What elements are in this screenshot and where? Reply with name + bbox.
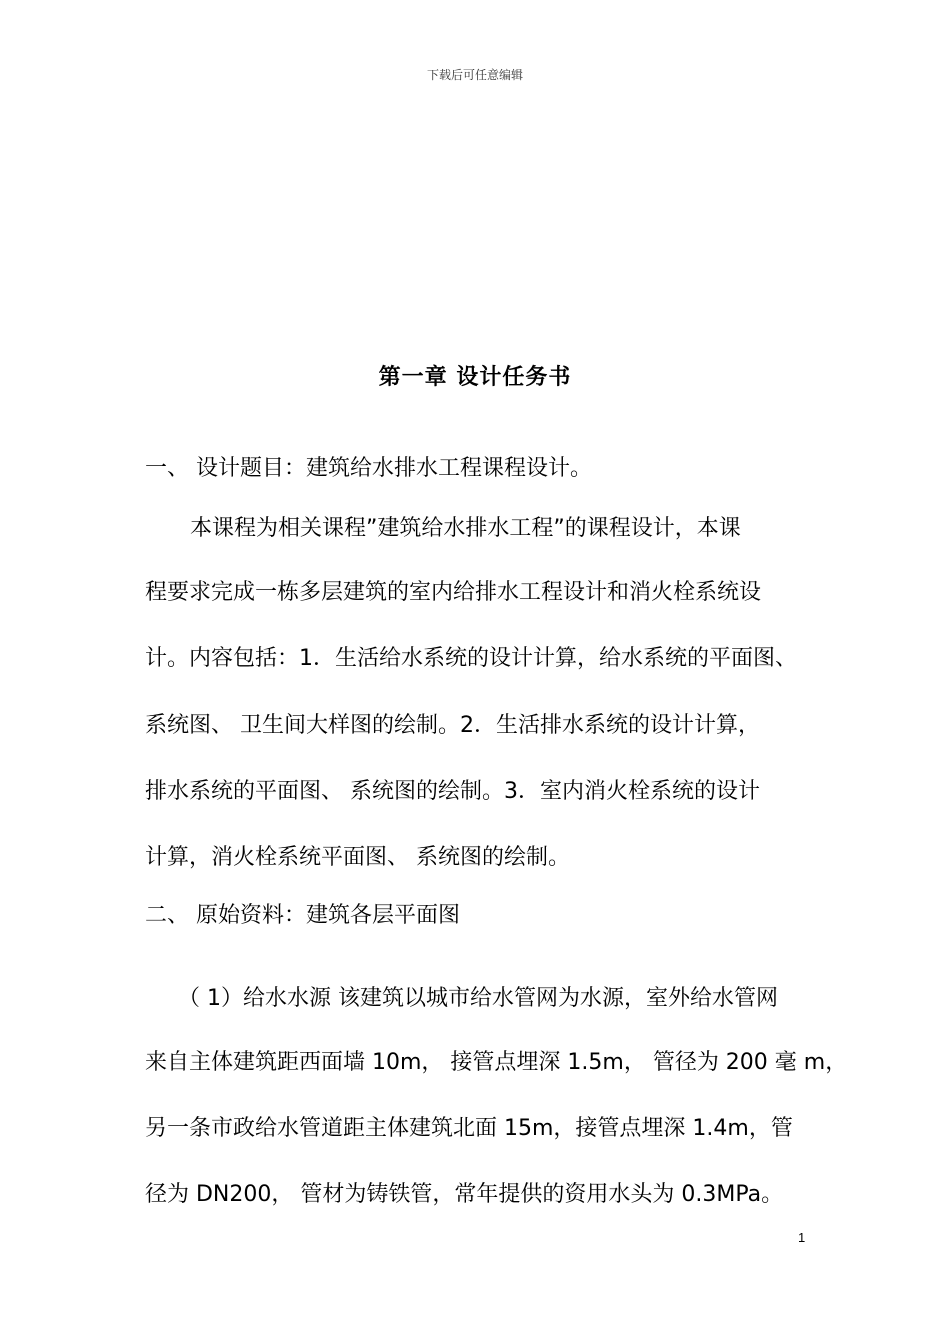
chapter-title: 第一章 设计任务书 xyxy=(378,365,572,390)
paragraph-line: 计算，消火栓系统平面图、 系统图的绘制。 xyxy=(145,845,570,870)
section-1-heading: 一、 设计题目：建筑给水排水工程课程设计。 xyxy=(145,456,592,481)
section-2-heading: 二、 原始资料：建筑各层平面图 xyxy=(145,903,460,928)
paragraph-line: 来自主体建筑距西面墙 10m， 接管点埋深 1.5m， 管径为 200 毫 m， xyxy=(145,1050,848,1075)
paragraph-line: 程要求完成一栋多层建筑的室内给排水工程设计和消火栓系统设 xyxy=(145,580,762,605)
page-number: 1 xyxy=(798,1230,806,1245)
paragraph-line: 径为 DN200， 管材为铸铁管，常年提供的资用水头为 0.3MPa。 xyxy=(145,1182,784,1207)
paragraph-line: 排水系统的平面图、 系统图的绘制。3．室内消火栓系统的设计 xyxy=(145,779,760,804)
paragraph-line: （ 1）给水水源 该建筑以城市给水管网为水源，室外给水管网 xyxy=(178,986,778,1011)
paragraph-line: 另一条市政给水管道距主体建筑北面 15m，接管点埋深 1.4m，管 xyxy=(145,1116,793,1141)
paragraph-line: 计。内容包括：1．生活给水系统的设计计算，给水系统的平面图、 xyxy=(145,646,797,671)
paragraph-line: 本课程为相关课程”建筑给水排水工程”的课程设计，本课 xyxy=(190,516,741,541)
header-note: 下载后可任意编辑 xyxy=(426,68,523,82)
paragraph-line: 系统图、 卫生间大样图的绘制。2．生活排水系统的设计计算， xyxy=(145,713,760,738)
